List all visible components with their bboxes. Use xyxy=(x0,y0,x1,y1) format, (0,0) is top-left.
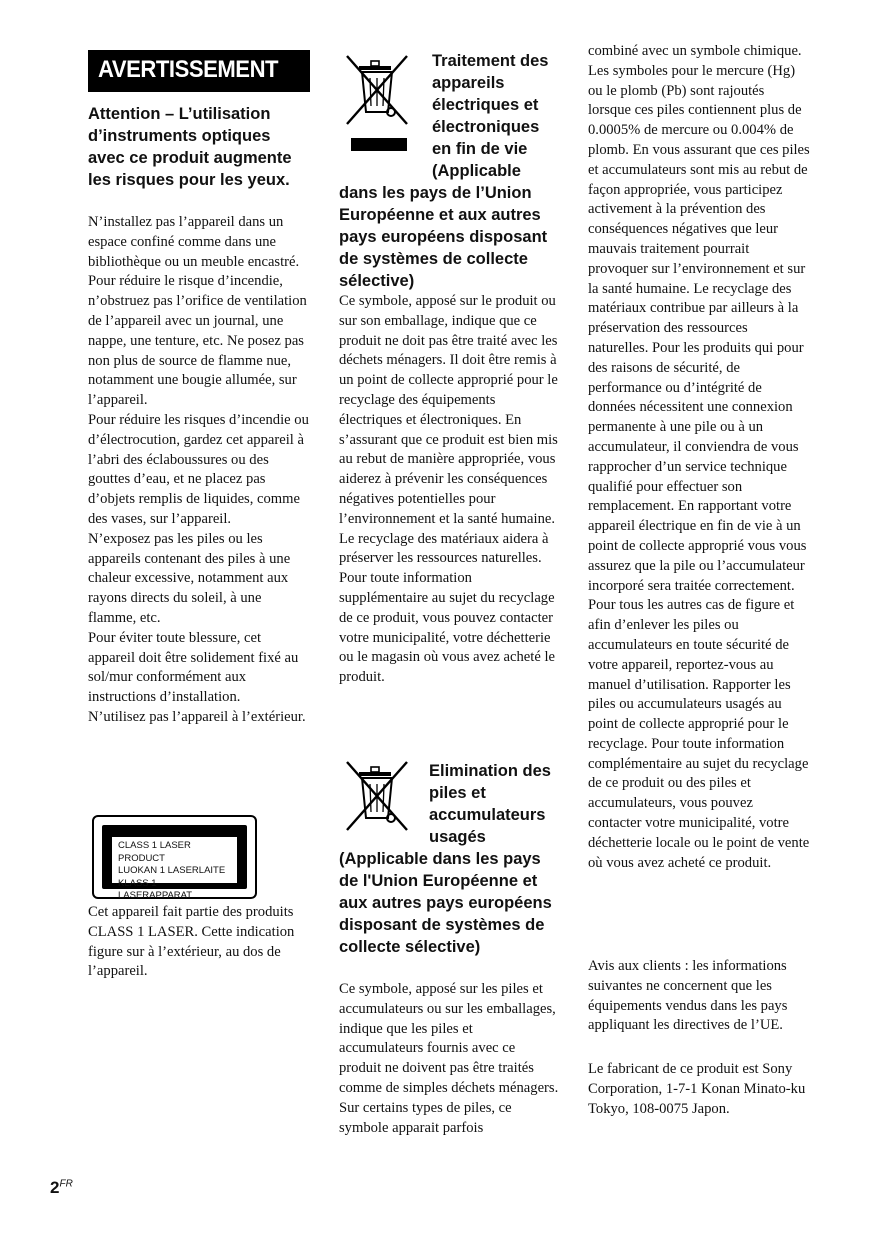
laser-product-label xyxy=(92,815,257,899)
warning-paragraph: Pour réduire les risques d’incendie ou d’électrocution, gardez cet appareil à l’abri des éclaboussures ou des gouttes d’eau, et ne placez pas d’objets remplis de liquides, comme des vases, sur l’appareil. xyxy=(88,411,309,527)
page-number xyxy=(50,1178,73,1198)
page-language: FR xyxy=(59,1178,73,1190)
warning-paragraphs xyxy=(88,213,310,728)
warning-paragraph: N’utilisez pas l’appareil à l’extérieur. xyxy=(88,708,306,725)
laser-label-line: CLASS 1 LASER PRODUCT xyxy=(118,840,191,864)
attention-heading: Attention – L’utilisation d’instruments optiques avec ce produit augmente les risques pour les yeux. xyxy=(88,105,292,189)
eu-notice: Avis aux clients : les informations suivantes ne concernent que les équipements vendus dans les pays appliquant les directives de l’UE. xyxy=(588,958,788,1034)
weee-heading xyxy=(339,50,561,292)
warning-paragraph: Pour éviter toute blessure, cet appareil doit être solidement fixé au sol/mur conformément aux instructions d’installation. xyxy=(88,629,299,706)
warning-paragraph: N’installez pas l’appareil dans un espace confiné comme dans une bibliothèque ou un meuble encastré. xyxy=(88,214,300,270)
warning-banner-title: AVERTISSEMENT xyxy=(98,56,279,83)
weee-text: Ce symbole, apposé sur le produit ou sur son emballage, indique que ce produit ne doit pas être traité avec les déchets ménagers. Il doit être remis à un point de collecte approprié pour le recyclage des équipements électriques et électroniques. En s’assurant que ce produit est bien mis au rebut de manière appropriée, vous aiderez à prévenir les conséquences négatives potentielles pour l’environnement et la santé humaine. Le recyclage des matériaux aidera à préserver les ressources naturelles. Pour toute information supplémentaire au sujet du recyclage de ce produit, vous pouvez contacter votre municipalité, votre déchetterie ou le magasin où vous avez acheté le produit. xyxy=(339,293,558,686)
battery-heading xyxy=(339,760,561,958)
laser-text: Cet appareil fait partie des produits CLASS 1 LASER. Cette indication figure sur à l’extérieur, au dos de l’appareil. xyxy=(88,904,295,980)
laser-label-line: KLASS 1 LASERAPPARAT xyxy=(118,877,193,901)
page-number-value: 2 xyxy=(50,1178,60,1197)
laser-label-text xyxy=(112,837,237,901)
warning-banner xyxy=(88,50,310,92)
warning-paragraph: N’exposez pas les piles ou les appareils contenant des piles à une chaleur excessive, notamment aux rayons directs du soleil, à une flamme, etc. xyxy=(88,530,291,626)
laser-label-line: LUOKAN 1 LASERLAITE xyxy=(118,865,226,876)
battery-heading-text: Elimination des piles et accumulateurs usagés (Applicable dans les pays de l'Union Européenne et aux autres pays européens disposant de systèmes de collecte sélective) xyxy=(339,762,552,956)
weee-heading-text: Traitement des appareils électriques et électroniques en fin de vie (Applicable dans les pays de l’Union Européenne et aux autres pays européens disposant de systèmes de collecte sélective) xyxy=(339,52,549,290)
manufacturer-info: Le fabricant de ce produit est Sony Corporation, 1-7-1 Konan Minato-ku Tokyo, 108-0075 Japon. xyxy=(588,1061,806,1117)
warning-paragraph: Pour réduire le risque d’incendie, n’obstruez pas l’orifice de ventilation de l’appareil avec un journal, une nappe, une tenture, etc. Ne posez pas non plus de source de flamme nue, notamment une bougie allumée, sur l’appareil. xyxy=(88,273,307,409)
battery-text: Ce symbole, apposé sur les piles et accumulateurs ou sur les emballages, indique que les piles et accumulateurs fournis avec ce produit ne doivent pas être traités comme de simples déchets ménagers. Sur certains types de piles, ce symbole apparait parfois xyxy=(339,981,559,1136)
battery-text-continued: combiné avec un symbole chimique. Les symboles pour le mercure (Hg) ou le plomb (Pb) sont rajoutés lorsque ces piles contiennent plus de 0.0005% de mercure ou 0.004% de plomb. En vous assurant que ces piles et accumulateurs sont mis au rebut de façon appropriée, vous participez activement à la prévention des conséquences négatives que leur mauvais traitement pourrait provoquer sur l’environnement et sur la santé humaine. Le recyclage des matériaux contribue par ailleurs à la préservation des ressources naturelles. Pour les produits qui pour des raisons de sécurité, de performance ou d’intégrité de données nécessitent une connexion permanente à une pile ou à un accumulateur, il conviendra de vous rapprocher d’un service technique qualifié pour effectuer son remplacement. En rapportant votre appareil électrique en fin de vie à un point de collecte approprié vous vous assurez que la pile ou l’accumulateur incorporé sera traitée correctement. Pour tous les autres cas de figure et afin d’enlever les piles ou accumulateurs en toute sécurité de votre appareil, reportez-vous au manuel d’utilisation. Rapporter les piles ou accumulateurs usagés au point de collecte approprié pour le recyclage. Pour toute information complémentaire au sujet du recyclage de ce produit ou des piles et accumulateurs, vous pouvez contacter votre municipalité, votre déchetterie locale ou le point de vente où vous avez acheté ce produit. xyxy=(588,43,810,871)
